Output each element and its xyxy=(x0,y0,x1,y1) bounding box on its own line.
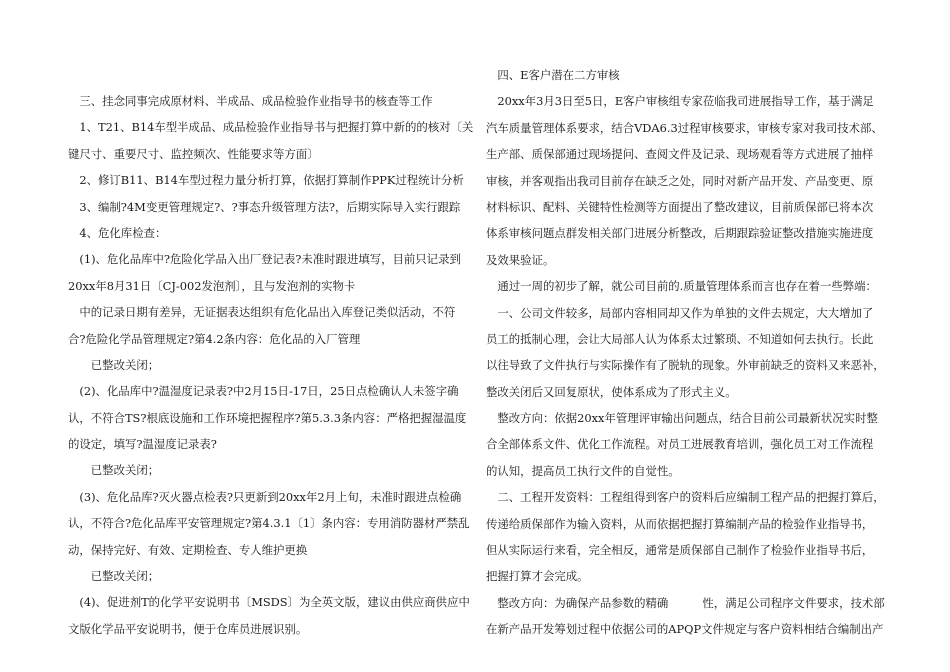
text-line: 4、危化库检查： xyxy=(68,225,167,240)
text-line: 二、工程开发资料：工程组得到客户的资料后应编制工程产品的把握打算后， xyxy=(486,490,885,505)
text-line: 已整改关闭； xyxy=(68,463,160,478)
text-line: 把握打算才会完成。 xyxy=(486,569,589,584)
text-line: 一、公司文件较多，局部内容相同却又作为单独的文件去规定，大大增加了 xyxy=(486,305,874,320)
text-line: 审核，并客观指出我司目前存在缺乏之处，同时对新产品开发、产品变更、原 xyxy=(486,173,874,188)
text-line: 但从实际运行来看，完全相反，通常是质保部自己制作了检验作业指导书后， xyxy=(486,543,874,558)
text-line: (1)、危化品库中?危险化学品入出厂登记表?未准时跟进填写，目前只记录到 xyxy=(68,252,461,267)
text-line: 已整改关闭； xyxy=(68,357,160,372)
text-line: 汽车质量管理体系要求，结合VDA6.3过程审核要求，审核专家对我司技术部、 xyxy=(486,120,883,135)
text-line: 认，不符合?危化品库平安管理规定?第4.3.1〔1〕条内容：专用消防器材严禁乱 xyxy=(68,516,470,531)
text-line: 传递给质保部作为输入资料，从而依据把握打算编制产品的检验作业指导书， xyxy=(486,516,874,531)
text-line: 三、挂念同事完成原材料、半成品、成品检验作业指导书的核查等工作 xyxy=(68,94,433,108)
text-line: 键尺寸、重要尺寸、监控频次、性能要求等方面〕 xyxy=(68,146,319,161)
text-line: 整改方向：依据20xx年管理评审输出问题点，结合目前公司最新状况实时整 xyxy=(486,411,878,426)
text-line: 及效果验证。 xyxy=(486,252,555,267)
text-line: (4)、促进剂T的化学平安说明书〔MSDS〕为全英文版，建议由供应商供应中 xyxy=(68,595,470,610)
text-line: (3)、危化品库?灭火器点检表?只更新到20xx年2月上旬，未准时跟进点检确 xyxy=(68,489,462,504)
text-line: 文版化学品平安说明书，便于仓库员进展识别。 xyxy=(68,621,308,636)
text-line: 材料标识、配料、关键特性检测等方面提出了整改建议，目前质保部已将本次 xyxy=(486,199,874,214)
text-line: (2)、化品库中?温湿度记录表?中2月15日-17日，25日点检确认人未签字确 xyxy=(68,384,459,399)
text-line: 的设定，填写?温湿度记录表? xyxy=(68,437,217,452)
text-line: 20xx年3月3日至5日，E客户审核组专家莅临我司进展指导工作，基于满足 xyxy=(486,94,874,109)
text-line: 动，保持完好、有效、定期检查、专人维护更换 xyxy=(68,542,308,557)
text-line: 中的记录日期有差异，无证据表达组织有危化品出入库登记类似活动，不符 xyxy=(68,305,456,320)
text-line: 四、E客户潜在二方审核 xyxy=(486,68,620,82)
text-line: 3、编制?4M变更管理规定?、?事态升级管理方法?，后期实际导入实行跟踪 xyxy=(68,199,461,214)
text-line: 通过一周的初步了解，就公司目前的.质量管理体系而言也存在着一些弊端： xyxy=(486,279,877,294)
text-line: 认，不符合TS?根底设施和工作环境把握程序?第5.3.3条内容：严格把握湿温度 xyxy=(68,410,467,425)
text-line: 合全部体系文件、优化工作流程。对员工进展教育培训，强化员工对工作流程 xyxy=(486,437,874,452)
text-line: 2、修订B11、B14车型过程力量分析打算，依据打算制作PPK过程统计分析 xyxy=(68,173,464,188)
text-line: 1、T21、B14车型半成品、成品检验作业指导书与把握打算中新的的核对〔关 xyxy=(68,120,474,135)
text-line: 员工的抵制心理，会让大局部人认为体系太过繁琐、不知道如何去执行。长此 xyxy=(486,331,874,346)
text-line: 以往导致了文件执行与实际操作有了脱轨的现象。外审前缺乏的资料又来恶补， xyxy=(486,358,885,373)
text-line: 已整改关闭； xyxy=(68,569,160,584)
text-line: 在新产品开发筹划过程中依据公司的APQP文件规定与客户资料相结合编制出产 xyxy=(486,622,884,637)
text-line: 的认知，提高员工执行文件的自觉性。 xyxy=(486,463,680,478)
right-column xyxy=(486,62,888,643)
text-line: 合?危险化学品管理规定?第4.2条内容：危化品的入厂管理 xyxy=(68,331,361,346)
text-line: 体系审核问题点群发相关部门进展分析整改，后期跟踪验证整改措施实施进度 xyxy=(486,226,874,241)
text-line: 整改关闭后又回复原状，使体系成为了形式主义。 xyxy=(486,384,737,399)
text-line: 20xx年8月31日〔CJ-002发泡剂〕，且与发泡剂的实物卡 xyxy=(68,278,356,293)
text-line: 整改方向：为确保产品参数的精确 性，满足公司程序文件要求，技术部 xyxy=(486,595,885,610)
left-column xyxy=(68,88,474,642)
text-line: 生产部、质保部通过现场提问、查阅文件及记录、现场观看等方式进展了抽样 xyxy=(486,147,874,162)
